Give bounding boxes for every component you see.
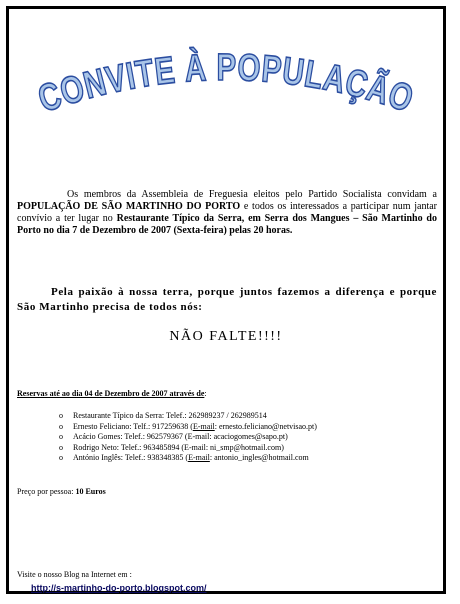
list-item: o Rodrigo Neto: Telef.: 963485894 (E-mail: ni_smp@hotmail.com): [59, 442, 284, 452]
list-item: o António Inglês: Telef.: 938348385 (E-mail: antonio_ingles@hotmail.com: [59, 453, 309, 462]
price-label: Preço por pessoa:: [17, 487, 76, 496]
page-title: CONVITE À POPULAÇÃO: [33, 46, 426, 124]
bullet-icon: o: [59, 453, 63, 462]
intro-paragraph: [17, 189, 437, 237]
svg-text:CONVITE À POPULAÇÃO: [33, 45, 426, 124]
contact-list: [59, 411, 439, 464]
invitation-page: [6, 6, 446, 594]
email-link[interactable]: E-mail: [188, 453, 210, 462]
intro-bold-population: POPULAÇÃO DE SÃO MARTINHO DO PORTO: [17, 201, 241, 212]
passion-paragraph: [17, 285, 437, 315]
no-falte-heading: NÃO FALTE!!!!: [169, 329, 283, 344]
intro-bold-venue: Restaurante Típico da Serra, em Serra dos Mangues – São Martinho do Porto no dia 7 de Dezembro de 2007 (Sexta-feira) pelas 20 horas.: [17, 213, 437, 236]
list-item: o Ernesto Feliciano: Telf.: 917259638 (E-mail: ernesto.feliciano@netvisao.pt): [59, 421, 317, 431]
title-banner: [9, 37, 443, 127]
email-link[interactable]: E-mail: [192, 421, 215, 431]
price-line: [17, 487, 106, 496]
bullet-icon: o: [59, 411, 63, 420]
blog-label: Visite o nosso Blog na Internet em :: [17, 570, 132, 579]
bullet-icon: o: [59, 432, 63, 441]
intro-text-2: e todos os interessados a participar num jantar convívio a ter lugar no: [17, 201, 437, 224]
blog-link[interactable]: http://s-martinho-do-porto.blogspot.com/: [31, 583, 207, 593]
list-item: o Acácio Gomes: Telef.: 962579367 (E-mail: acaciogomes@sapo.pt): [59, 432, 288, 441]
passion-text: Pela paixão à nossa terra, porque juntos fazemos a diferença e porque São Martinho precisa de todos nós:: [17, 286, 437, 313]
bullet-icon: o: [59, 421, 63, 431]
list-item: o Restaurante Típico da Serra: Telef.: 262989237 / 262989514: [59, 411, 267, 420]
reservations-heading-text: Reservas até ao dia 04 de Dezembro de 2007 através de: [17, 389, 205, 398]
intro-text-1: Os membros da Assembleia de Freguesia eleitos pelo Partido Socialista convidam a: [67, 189, 437, 200]
title-wordart: [9, 37, 443, 127]
price-value: 10 Euros: [75, 487, 106, 496]
bullet-icon: o: [59, 442, 63, 452]
reservations-heading: Reservas até ao dia 04 de Dezembro de 2007 através de:: [17, 389, 207, 398]
